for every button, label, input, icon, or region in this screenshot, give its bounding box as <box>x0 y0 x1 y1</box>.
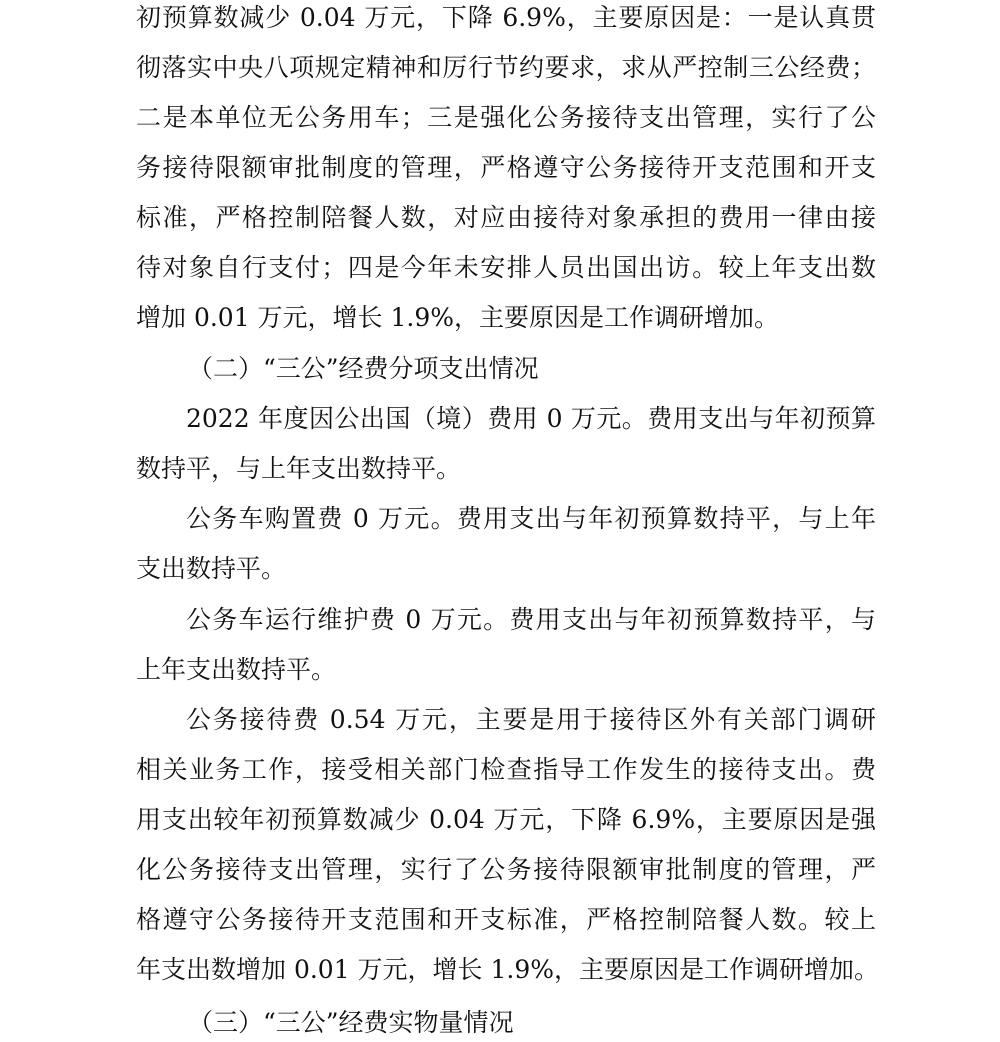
text-line-10: 数持平，与上年支出数持平。 <box>136 454 462 483</box>
text-line-1: 初预算数减少 0.04 万元，下降 6.9%，主要原因是：一是认真贯 <box>136 3 876 32</box>
text-line-20: 年支出数增加 0.01 万元，增长 1.9%，主要原因是工作调研增加。 <box>136 955 880 984</box>
section-heading-3: （三）“三公”经费实物量情况 <box>188 1008 514 1037</box>
text-line-14: 上年支出数持平。 <box>136 655 337 684</box>
text-line-18: 化公务接待支出管理，实行了公务接待限额审批制度的管理，严 <box>136 855 876 884</box>
text-line-12: 支出数持平。 <box>136 554 287 583</box>
text-line-7: 增加 0.01 万元，增长 1.9%，主要原因是工作调研增加。 <box>136 303 780 332</box>
text-line-4: 务接待限额审批制度的管理，严格遵守公务接待开支范围和开支 <box>136 153 876 182</box>
text-line-3: 二是本单位无公务用车；三是强化公务接待支出管理，实行了公 <box>136 103 876 132</box>
text-line-15: 公务接待费 0.54 万元，主要是用于接待区外有关部门调研 <box>186 705 876 734</box>
text-line-9: 2022 年度因公出国（境）费用 0 万元。费用支出与年初预算 <box>186 404 876 433</box>
text-line-17: 用支出较年初预算数减少 0.04 万元，下降 6.9%，主要原因是强 <box>136 805 876 834</box>
text-line-13: 公务车运行维护费 0 万元。费用支出与年初预算数持平，与 <box>186 605 876 634</box>
text-line-16: 相关业务工作，接受相关部门检查指导工作发生的接待支出。费 <box>136 755 876 784</box>
text-line-6: 待对象自行支付；四是今年未安排人员出国出访。较上年支出数 <box>136 253 876 282</box>
text-line-11: 公务车购置费 0 万元。费用支出与年初预算数持平，与上年 <box>186 504 876 533</box>
section-heading-2: （二）“三公”经费分项支出情况 <box>188 354 539 383</box>
text-line-19: 格遵守公务接待开支范围和开支标准，严格控制陪餐人数。较上 <box>136 905 876 934</box>
text-line-2: 彻落实中央八项规定精神和厉行节约要求，求从严控制三公经费； <box>136 53 876 82</box>
text-line-5: 标准，严格控制陪餐人数，对应由接待对象承担的费用一律由接 <box>136 203 876 232</box>
